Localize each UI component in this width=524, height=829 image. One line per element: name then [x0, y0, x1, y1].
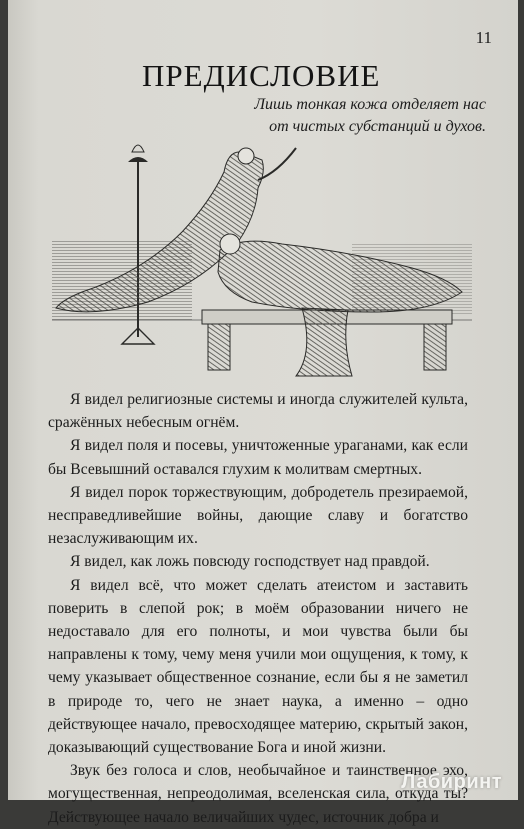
epigraph-line: от чистых субстанций и духов. — [269, 118, 486, 135]
paragraph: Я видел всё, что может сделать атеистом и заставить поверить в слепой рок; в моём образовании ничего не недоставало для его полноты, и мои чувства были бы направлены к тому, чему меня учили мои ощущения, к тому, к чему указывает общественное сознание, если бы я не заметил в природе то, чего не знает наука, а именно – одно действующее начало, превосходящее материю, скрытый закон, доказывающий существование Бога и иной жизни. — [48, 576, 468, 757]
page-number: 11 — [475, 28, 492, 47]
watermark-logo: Лабиринт — [401, 771, 502, 793]
page-title: ПРЕДИСЛОВИЕ — [142, 58, 381, 93]
book-page — [8, 0, 518, 826]
engraving-illustration — [52, 132, 472, 382]
epigraph-line: Лишь тонкая кожа отделяет нас — [254, 96, 486, 113]
body-text — [48, 388, 468, 829]
paragraph: Я видел поля и посевы, уничтоженные ураганами, как если бы Всевышний оставался глухим к молитвам смертных. — [48, 437, 468, 478]
paragraph: Я видел религиозные системы и иногда служителей культа, сражённых небесным огнём. — [48, 391, 468, 432]
paragraph: Я видел порок торжествующим, добродетель презираемой, несправедливейшие войны, дающие славу и богатство незаслуживающим их. — [48, 483, 468, 548]
paragraph: Звук без голоса и слов, необычайное и таинственное эхо, могущественная, непреодолимая, вселенская сила, откуда ты? Действующее начало величайших чудес, источник добра и — [48, 762, 468, 826]
paragraph: Я видел, как ложь повсюду господствует над правдой. — [70, 553, 430, 571]
